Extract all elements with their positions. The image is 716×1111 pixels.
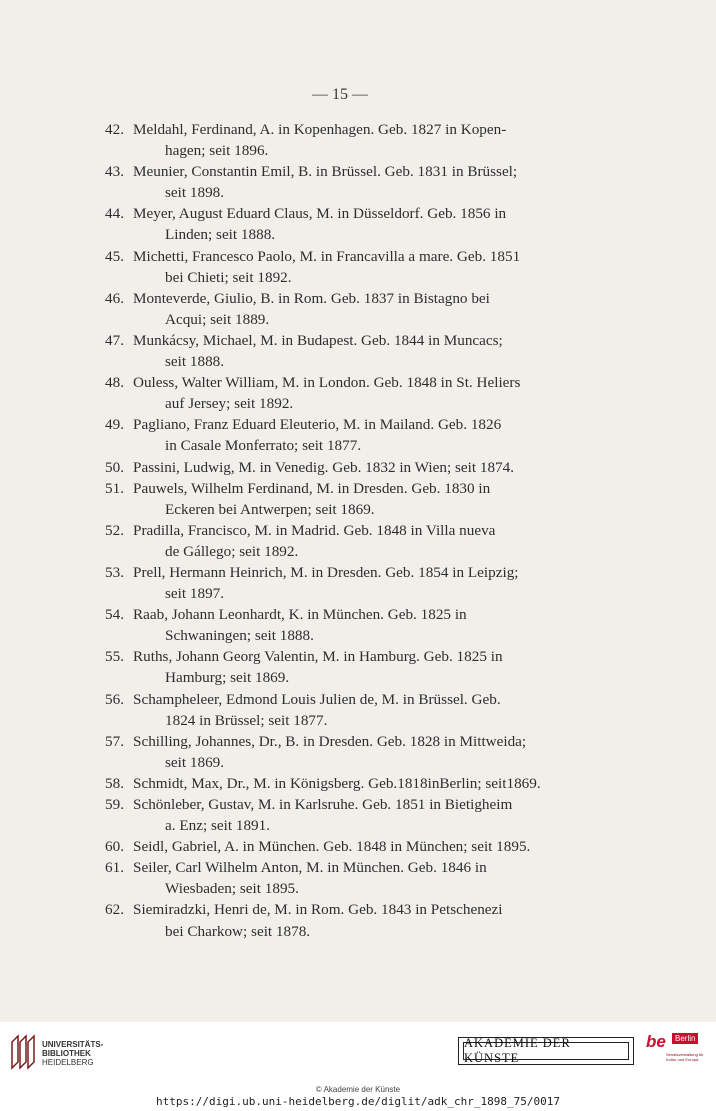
entry-continuation: 1824 in Brüssel; seit 1877.: [165, 711, 328, 729]
entry-text: [133, 246, 570, 288]
list-item: [100, 689, 570, 731]
entry-first-line: Schilling, Johannes, Dr., B. in Dresden. Geb. 1828 in Mittweida;: [133, 732, 527, 750]
list-item: [100, 604, 570, 646]
entry-number: 61.: [105, 859, 124, 877]
entry-first-line: Pradilla, Francisco, M. in Madrid. Geb. 1848 in Villa nueva: [133, 521, 496, 539]
entry-number: 44.: [105, 205, 124, 223]
library-line-2: BIBLIOTHEK: [42, 1049, 91, 1058]
entry-first-line: Pauwels, Wilhelm Ferdinand, M. in Dresden. Geb. 1830 in: [133, 479, 491, 497]
entry-number: 59.: [105, 796, 124, 813]
entry-continuation: hagen; seit 1896.: [165, 142, 269, 160]
list-item: [100, 457, 570, 478]
entry-continuation: in Casale Monferrato; seit 1877.: [165, 437, 362, 455]
entry-number: 53.: [105, 563, 124, 581]
entry-continuation: Hamburg; seit 1869.: [165, 669, 290, 687]
entry-first-line: Pagliano, Franz Eduard Eleuterio, M. in Mailand. Geb. 1826: [133, 416, 502, 434]
entry-first-line: Michetti, Francesco Paolo, M. in Francavilla a mare. Geb. 1851: [133, 247, 521, 265]
copyright-notice: © Akademie der Künste: [315, 1085, 401, 1094]
member-list: [100, 119, 570, 942]
entry-first-line: Meyer, August Eduard Claus, M. in Düsseldorf. Geb. 1856 in: [133, 205, 507, 223]
berlin-subtitle: Senatsverwaltung für Kultur und Europa: [666, 1052, 704, 1062]
entry-first-line: Siemiradzki, Henri de, M. in Rom. Geb. 1843 in Petschenezi: [133, 901, 503, 919]
entry-number: 48.: [105, 374, 124, 392]
list-item: [100, 899, 570, 941]
entry-number: 52.: [105, 521, 124, 539]
entry-text: [133, 288, 570, 330]
entry-number: 56.: [105, 690, 124, 708]
entry-continuation: bei Charkow; seit 1878.: [165, 922, 311, 940]
entry-text: [133, 478, 570, 520]
akademie-der-kuenste-logo[interactable]: [458, 1037, 634, 1065]
entry-text: [133, 604, 570, 646]
entry-text: [133, 857, 570, 899]
entry-text: [133, 457, 570, 478]
entry-continuation: Schwaningen; seit 1888.: [165, 627, 314, 645]
entry-number: 55.: [105, 648, 124, 666]
list-item: [100, 203, 570, 245]
library-line-3: HEIDELBERG: [42, 1058, 94, 1067]
berlin-senate-logo[interactable]: [646, 1030, 708, 1074]
entry-continuation: Eckeren bei Antwerpen; seit 1869.: [165, 500, 375, 518]
entry-number: 51.: [105, 479, 124, 497]
berlin-be-mark: be: [646, 1032, 666, 1051]
entry-number: 57.: [105, 732, 124, 750]
entry-first-line: Munkácsy, Michael, M. in Budapest. Geb. 1844 in Muncacs;: [133, 331, 503, 349]
entry-continuation: seit 1869.: [165, 753, 225, 771]
list-item: [100, 330, 570, 372]
entry-first-line: Schampheleer, Edmond Louis Julien de, M. in Brüssel. Geb.: [133, 690, 501, 708]
list-item: [100, 836, 570, 857]
entry-continuation: seit 1897.: [165, 585, 225, 603]
entry-number: 58.: [105, 774, 124, 792]
entry-number: 49.: [105, 416, 124, 434]
list-item: [100, 857, 570, 899]
library-line-1: UNIVERSITÄTS-: [42, 1040, 104, 1049]
list-item: [100, 646, 570, 688]
entry-first-line: Schmidt, Max, Dr., M. in Königsberg. Geb.1818inBerlin; seit1869.: [133, 774, 541, 792]
entry-first-line: Schönleber, Gustav, M. in Karlsruhe. Geb. 1851 in Bietigheim: [133, 796, 513, 813]
entry-text: [133, 119, 570, 161]
entry-number: 50.: [105, 458, 124, 476]
list-item: [100, 731, 570, 773]
entry-text: [133, 414, 570, 456]
akademie-label: AKADEMIE DER KÜNSTE: [463, 1042, 629, 1060]
permalink-url[interactable]: https://digi.ub.uni-heidelberg.de/diglit/adk_chr_1898_75/0017: [156, 1095, 560, 1108]
entry-text: [133, 161, 570, 203]
entry-number: 54.: [105, 606, 124, 624]
entry-continuation: Acqui; seit 1889.: [165, 310, 270, 328]
entry-first-line: Ouless, Walter William, M. in London. Geb. 1848 in St. Heliers: [133, 374, 521, 392]
list-item: [100, 520, 570, 562]
entry-text: [133, 836, 570, 857]
entry-first-line: Ruths, Johann Georg Valentin, M. in Hamburg. Geb. 1825 in: [133, 648, 503, 666]
berlin-badge: Berlin: [672, 1033, 698, 1044]
entry-continuation: seit 1888.: [165, 353, 225, 371]
entry-first-line: Seidl, Gabriel, A. in München. Geb. 1848 in München; seit 1895.: [133, 838, 531, 856]
ub-heidelberg-logo[interactable]: [10, 1030, 130, 1074]
entry-text: [133, 794, 570, 836]
entry-continuation: a. Enz; seit 1891.: [165, 817, 271, 835]
entry-first-line: Raab, Johann Leonhardt, K. in München. Geb. 1825 in: [133, 606, 467, 624]
list-item: [100, 372, 570, 414]
entry-text: [133, 203, 570, 245]
entry-text: [133, 562, 570, 604]
entry-text: [133, 773, 570, 794]
entry-text: [133, 520, 570, 562]
list-item: [100, 119, 570, 161]
entry-number: 46.: [105, 289, 124, 307]
ub-heidelberg-mark-icon: [10, 1032, 36, 1070]
entry-first-line: Meldahl, Ferdinand, A. in Kopenhagen. Geb. 1827 in Kopen-: [133, 121, 507, 138]
entry-number: 62.: [105, 901, 124, 919]
entry-continuation: auf Jersey; seit 1892.: [165, 395, 294, 413]
entry-text: [133, 372, 570, 414]
entry-continuation: seit 1898.: [165, 184, 225, 202]
entry-number: 60.: [105, 838, 124, 856]
entry-text: [133, 899, 570, 941]
list-item: [100, 161, 570, 203]
entry-first-line: Seiler, Carl Wilhelm Anton, M. in München. Geb. 1846 in: [133, 859, 487, 877]
entry-continuation: bei Chieti; seit 1892.: [165, 268, 292, 286]
entry-number: 43.: [105, 163, 124, 181]
entry-continuation: Wiesbaden; seit 1895.: [165, 880, 299, 898]
list-item: [100, 773, 570, 794]
entry-continuation: de Gállego; seit 1892.: [165, 542, 299, 560]
entry-continuation: Linden; seit 1888.: [165, 226, 276, 244]
entry-first-line: Meunier, Constantin Emil, B. in Brüssel. Geb. 1831 in Brüssel;: [133, 163, 518, 181]
entry-number: 45.: [105, 247, 124, 265]
entry-number: 42.: [105, 121, 124, 138]
entry-text: [133, 731, 570, 773]
ub-heidelberg-text: [42, 1040, 103, 1067]
list-item: [100, 246, 570, 288]
entry-first-line: Monteverde, Giulio, B. in Rom. Geb. 1837 in Bistagno bei: [133, 289, 490, 307]
entry-number: 47.: [105, 331, 124, 349]
list-item: [100, 562, 570, 604]
list-item: [100, 288, 570, 330]
list-item: [100, 414, 570, 456]
entry-text: [133, 646, 570, 688]
entry-first-line: Prell, Hermann Heinrich, M. in Dresden. Geb. 1854 in Leipzig;: [133, 563, 519, 581]
entry-text: [133, 689, 570, 731]
entry-first-line: Passini, Ludwig, M. in Venedig. Geb. 1832 in Wien; seit 1874.: [133, 458, 515, 476]
list-item: [100, 478, 570, 520]
list-item: [100, 794, 570, 836]
entry-text: [133, 330, 570, 372]
footer: [0, 1022, 716, 1111]
page-number: — 15 —: [312, 86, 368, 103]
